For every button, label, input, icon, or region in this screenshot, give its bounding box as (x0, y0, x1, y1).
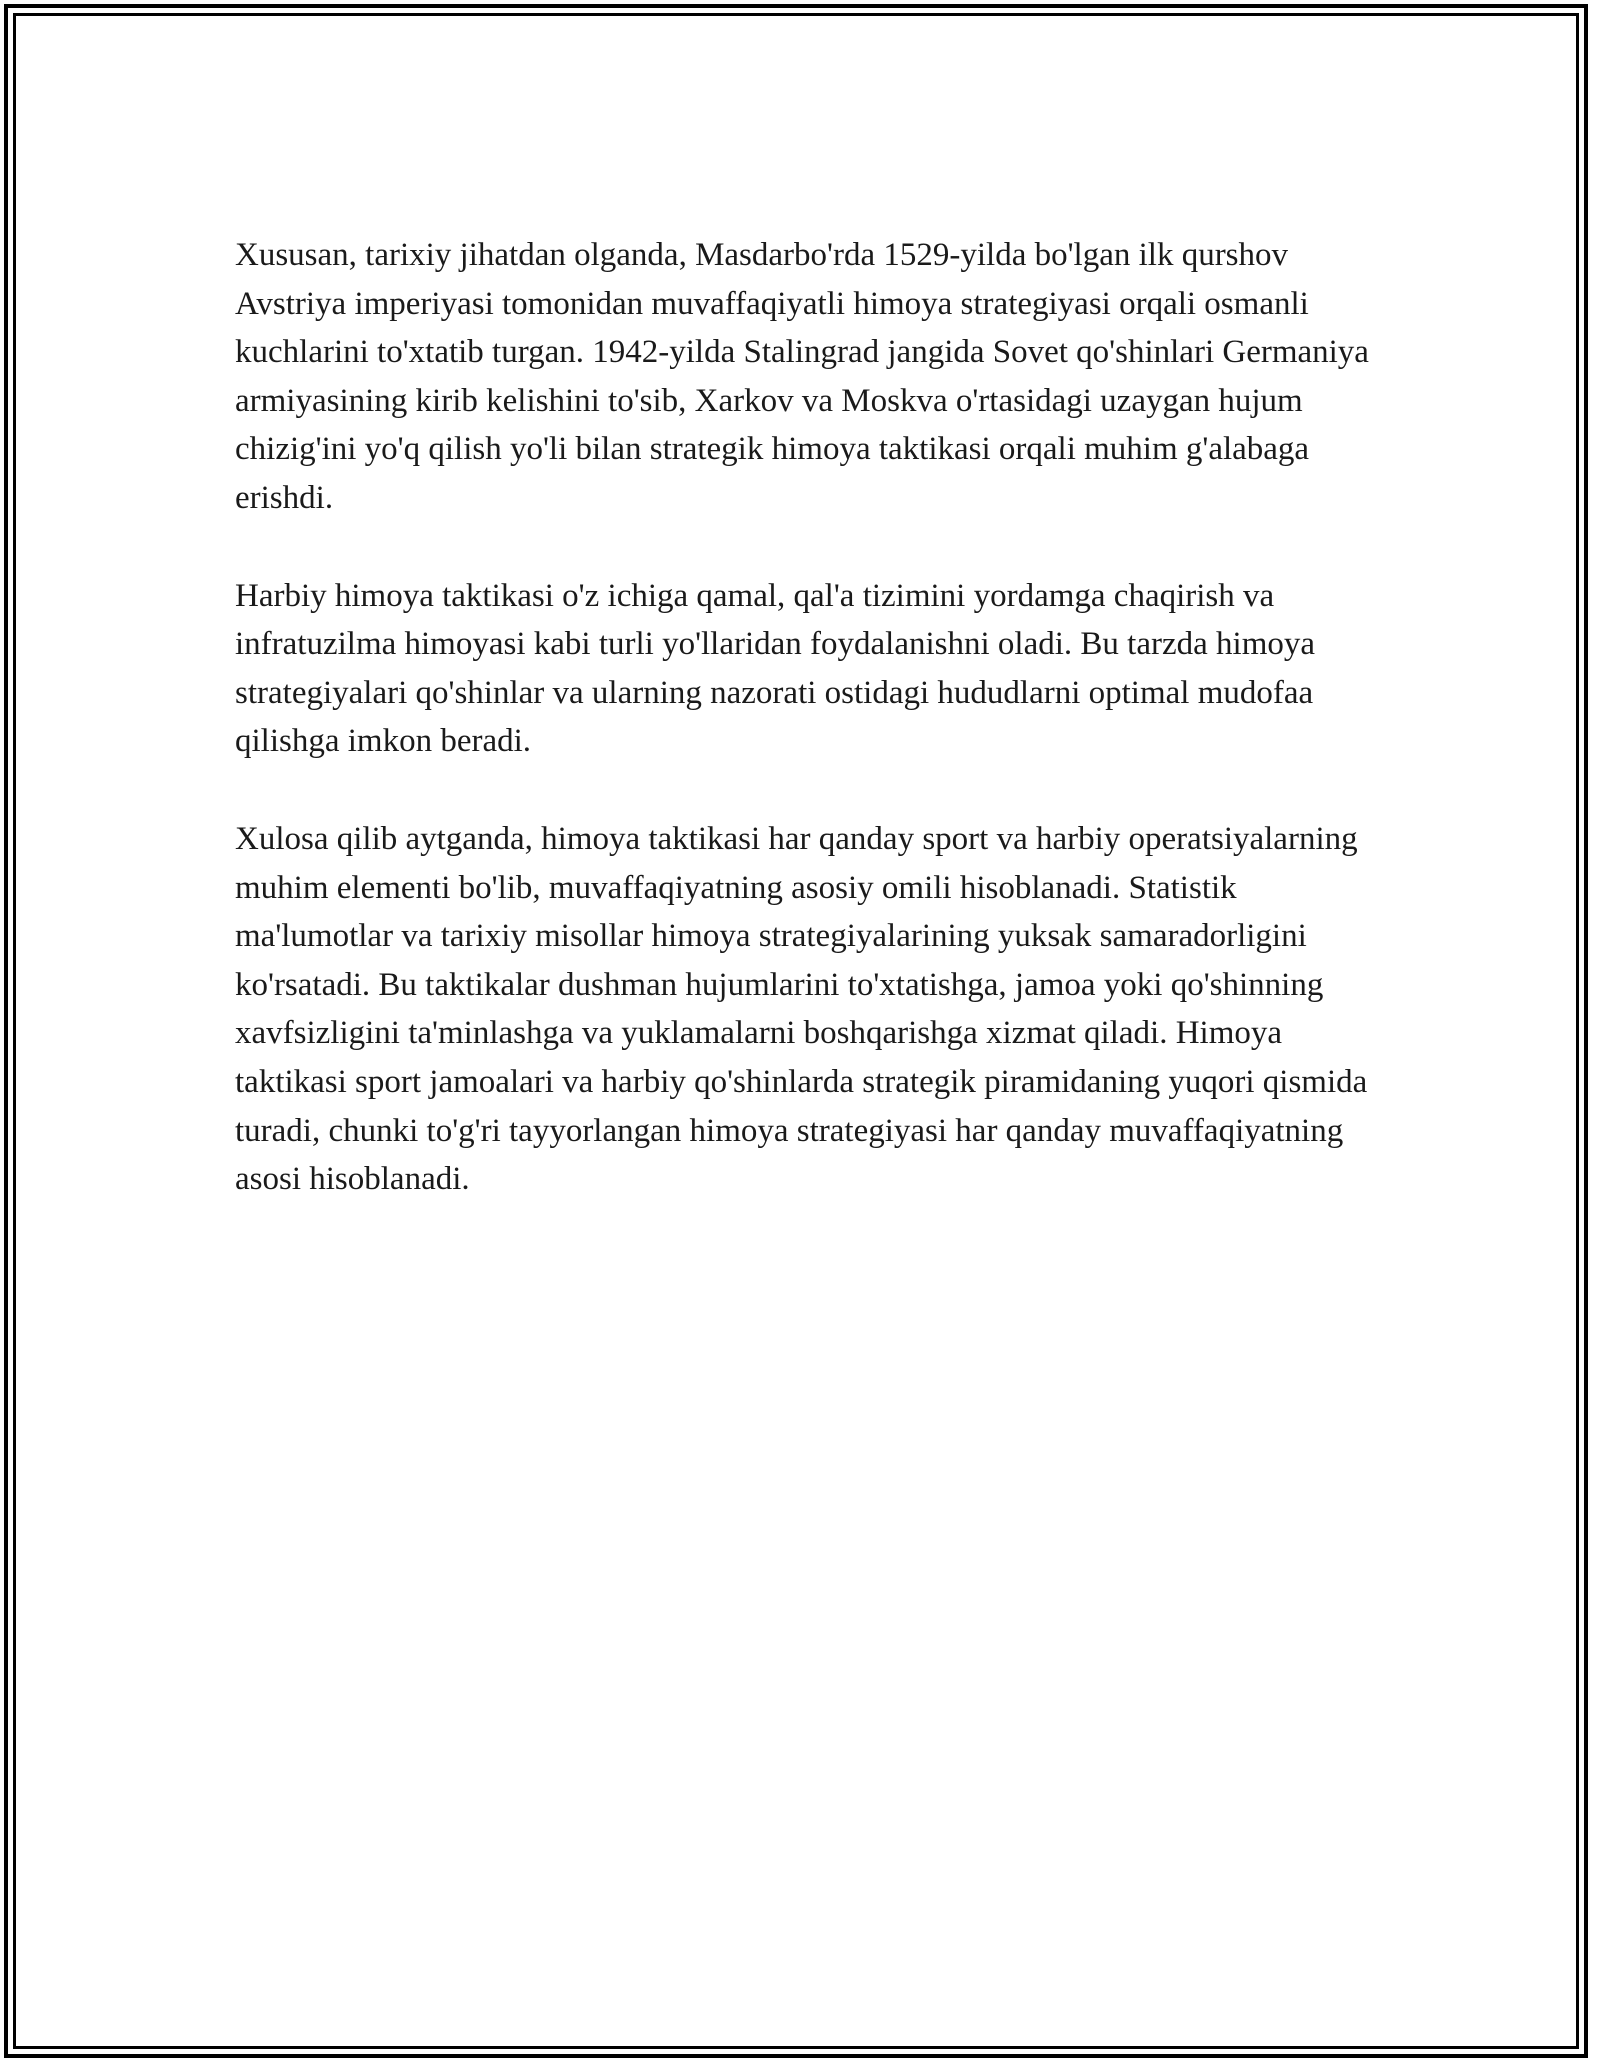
paragraph-military-tactics: Harbiy himoya taktikasi o'z ichiga qamal, qal'a tizimini yordamga chaqirish va infratuzilma himoyasi kabi turli yo'llaridan foydalanishni oladi. Bu tarzda himoya strategiyalari qo'shinlar va ularning nazorati ostidagi hududlarni optimal mudofaa qilishga imkon beradi. (235, 577, 1316, 760)
paragraph-historical-examples: Xususan, tarixiy jihatdan olganda, Masdarbo'rda 1529-yilda bo'lgan ilk qurshov Avstriya imperiyasi tomonidan muvaffaqiyatli himoya strategiyasi orqali osmanli kuchlarini to'xtatib turgan. 1942-yilda Stalingrad jangida Sovet qo'shinlari Germaniya armiyasining kirib kelishini to'sib, Xarkov va Moskva o'rtasidagi uzaygan hujum chizig'ini yo'q qilish yo'li bilan strategik himoya taktikasi orqali muhim g'alabaga erishdi. (235, 237, 1369, 516)
paragraph-conclusion: Xulosa qilib aytganda, himoya taktikasi har qanday sport va harbiy operatsiyalarning muhim elementi bo'lib, muvaffaqiyatning asosiy omili hisoblanadi. Statistik ma'lumotlar va tarixiy misollar himoya strategiyalarining yuksak samaradorligini ko'rsatadi. Bu taktikalar dushman hujumlarini to'xtatishga, jamoa yoki qo'shinning xavfsizligini ta'minlashga va yuklamalarni boshqarishga xizmat qiladi. Himoya taktikasi sport jamoalari va harbiy qo'shinlarda strategik piramidaning yuqori qismida turadi, chunki to'g'ri tayyorlangan himoya strategiyasi har qanday muvaffaqiyatning asosi hisoblanadi. (235, 820, 1368, 1198)
document-body (235, 231, 1375, 1253)
